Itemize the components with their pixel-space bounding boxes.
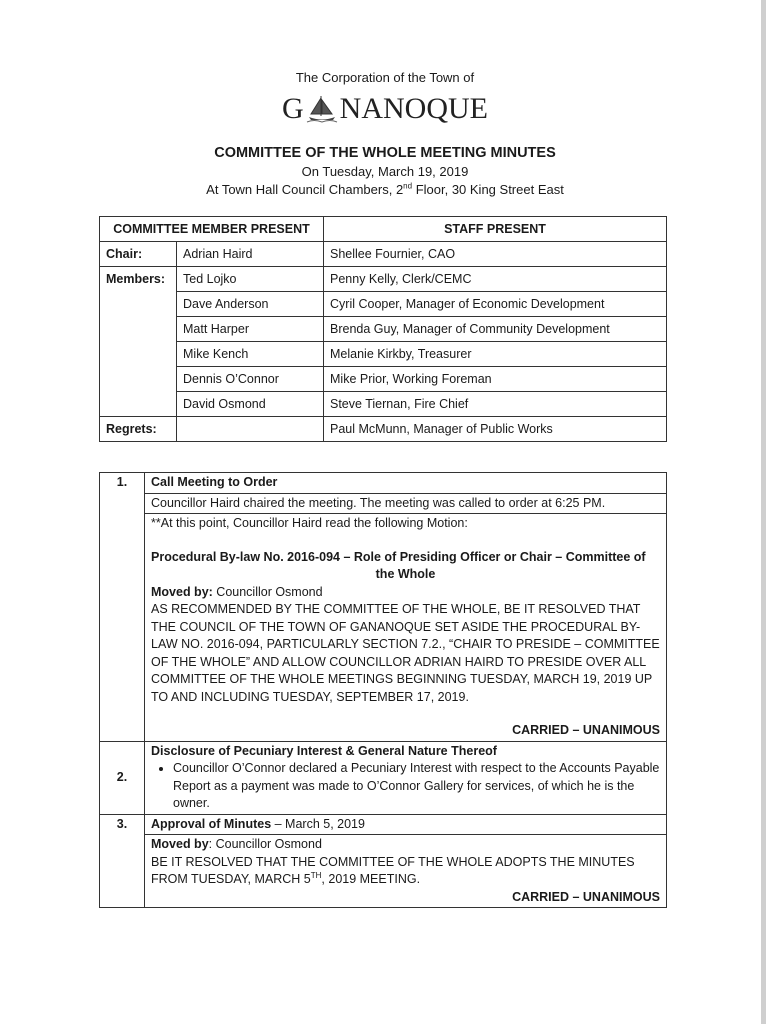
staff-name: Cyril Cooper, Manager of Economic Development (324, 292, 667, 317)
motion-result: CARRIED – UNANIMOUS (512, 889, 660, 904)
item-number: 2. (100, 741, 145, 814)
staff-name: Shellee Fournier, CAO (324, 242, 667, 267)
row-label (100, 292, 177, 317)
member-name: Mike Kench (177, 342, 324, 367)
resolution-text: AS RECOMMENDED BY THE COMMITTEE OF THE WHOLE, BE IT RESOLVED THAT THE COUNCIL OF THE TOWN OF GANANOQUE SET ASIDE THE PROCEDURAL BY-LAW NO. 2016-094, PARTICULARLY SECTION 7.2., “CHAIR TO PRESIDE – COMMITTEE OF THE WHOLE” AND ALLOW COUNCILLOR ADRIAN HAIRD TO PRESIDE OVER ALL COMMITTEE OF THE WHOLE MEETINGS BEGINNING TUESDAY, MARCH 19, 2019 UP TO AND INCLUDING TUESDAY, SEPTEMBER 17, 2019. (151, 602, 660, 704)
row-label (100, 367, 177, 392)
logo-text-left: G (282, 92, 304, 125)
item-number: 1. (100, 473, 145, 494)
motion-result: CARRIED – UNANIMOUS (512, 723, 660, 737)
moved-by-line (151, 836, 660, 854)
staff-name: Brenda Guy, Manager of Community Development (324, 317, 667, 342)
item-heading-suffix: – March 5, 2019 (271, 816, 365, 831)
resolution-main: BE IT RESOLVED THAT THE COMMITTEE OF THE WHOLE ADOPTS THE MINUTES FROM TUESDAY, MARCH 5 (151, 854, 635, 886)
row-label (100, 392, 177, 417)
document-title: COMMITTEE OF THE WHOLE MEETING MINUTES (214, 145, 556, 161)
sailboat-icon (306, 94, 338, 124)
item-bullet-list (151, 760, 660, 813)
location-text-end: Floor, 30 King Street East (412, 182, 564, 197)
moved-by-name: Councillor Osmond (212, 584, 323, 599)
moved-by-label: Moved by: (151, 584, 213, 599)
agenda-item-row (100, 814, 667, 835)
agenda-item-row (100, 741, 667, 814)
member-name: Adrian Haird (177, 242, 324, 267)
staff-name: Penny Kelly, Clerk/CEMC (324, 267, 667, 292)
logo-text-right: NANOQUE (339, 92, 488, 125)
member-name: Dennis O’Connor (177, 367, 324, 392)
item-body (145, 835, 667, 908)
member-name: Ted Lojko (177, 267, 324, 292)
moved-by-name: : Councillor Osmond (208, 837, 322, 851)
attendance-row (100, 342, 667, 367)
item-body (145, 514, 667, 742)
attendance-table (99, 216, 667, 442)
item-heading: Disclosure of Pecuniary Interest & General Nature Thereof (151, 743, 497, 758)
item-text: Councillor Haird chaired the meeting. The meeting was called to order at 6:25 PM. (145, 493, 667, 514)
agenda-item-row (100, 493, 667, 514)
member-name: Dave Anderson (177, 292, 324, 317)
staff-header: STAFF PRESENT (324, 217, 667, 242)
attendance-row (100, 392, 667, 417)
meeting-location (0, 182, 770, 197)
location-sup: nd (403, 181, 413, 191)
agenda-item-row (100, 514, 667, 742)
agenda-items-table (99, 472, 667, 908)
moved-by-line (151, 584, 660, 602)
attendance-row (100, 292, 667, 317)
moved-by-label: Moved by (151, 837, 209, 851)
location-text: At Town Hall Council Chambers, 2 (206, 182, 404, 197)
item-body (145, 741, 667, 814)
member-name: David Osmond (177, 392, 324, 417)
row-label: Regrets: (100, 417, 177, 442)
committee-header: COMMITTEE MEMBER PRESENT (100, 217, 324, 242)
meeting-date: On Tuesday, March 19, 2019 (301, 164, 469, 179)
attendance-row (100, 417, 667, 442)
item-number-empty (100, 514, 145, 742)
resolution-sup: TH (310, 870, 322, 880)
row-label: Members: (100, 267, 177, 292)
list-item: • Councillor O’Connor declared a Pecuniary Interest with respect to the Accounts Payable Report as a payment was made to O’Connor Gallery for services, of which he is the owner. (173, 760, 660, 813)
resolution-text (151, 854, 660, 889)
item-heading: Approval of Minutes (151, 816, 272, 831)
member-name: Matt Harper (177, 317, 324, 342)
item-heading: Call Meeting to Order (145, 473, 667, 494)
attendance-row (100, 317, 667, 342)
motion-title-line1: Procedural By-law No. 2016-094 – Role of Presiding Officer or Chair – Committee of (151, 549, 646, 564)
staff-name: Melanie Kirkby, Treasurer (324, 342, 667, 367)
staff-name: Paul McMunn, Manager of Public Works (324, 417, 667, 442)
member-name (177, 417, 324, 442)
item-number-empty (100, 493, 145, 514)
agenda-item-row (100, 473, 667, 494)
resolution-end: , 2019 MEETING. (321, 872, 421, 886)
row-label: Chair: (100, 242, 177, 267)
staff-name: Steve Tiernan, Fire Chief (324, 392, 667, 417)
item-number: 3. (100, 814, 145, 835)
attendance-row (100, 242, 667, 267)
agenda-item-row (100, 835, 667, 908)
town-logo (0, 92, 770, 126)
motion-title-line2: the Whole (375, 567, 436, 581)
corporation-line: The Corporation of the Town of (295, 70, 475, 85)
attendance-row (100, 267, 667, 292)
item-note: **At this point, Councillor Haird read the following Motion: (151, 516, 468, 530)
item-number-empty (100, 835, 145, 908)
attendance-row (100, 367, 667, 392)
row-label (100, 317, 177, 342)
item-heading-line (145, 814, 667, 835)
staff-name: Mike Prior, Working Foreman (324, 367, 667, 392)
row-label (100, 342, 177, 367)
